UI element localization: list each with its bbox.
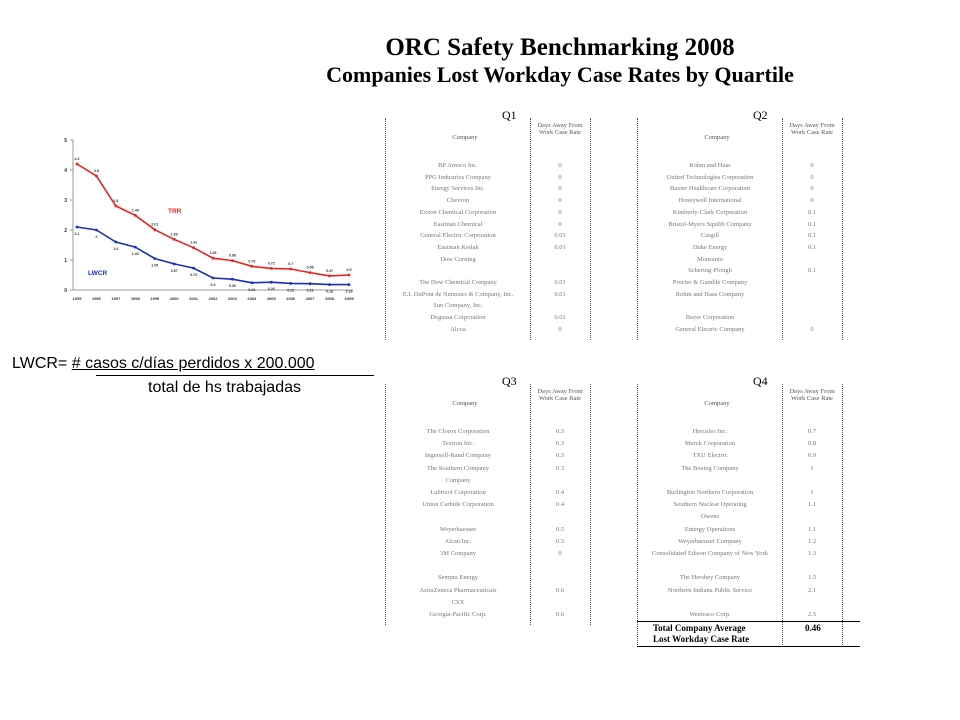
case-rate: 0.1 (807, 243, 817, 251)
page-title: ORC Safety Benchmarking 2008 (385, 34, 735, 61)
series-label-lwcr: LWCR (88, 270, 108, 277)
trend-line-chart (55, 132, 360, 312)
case-rate: 0 (558, 185, 562, 193)
case-rate: 0.3 (555, 464, 565, 472)
quartile-table-q3 (385, 374, 610, 625)
case-rate: 2.5 (807, 611, 817, 618)
y-tick-label: 2 (64, 228, 67, 234)
case-rate: 0.01 (554, 290, 566, 298)
column-header-rate: Days Away From Work Case Rate (537, 122, 583, 137)
table-row (637, 312, 860, 323)
average-divider (637, 621, 860, 622)
x-tick-label: 1996 (91, 296, 101, 301)
case-rate: 0.6 (555, 586, 565, 594)
x-tick-label: 1999 (150, 296, 160, 301)
table-row (637, 300, 860, 311)
case-rate: 0 (810, 162, 814, 169)
table-row (637, 289, 860, 300)
data-label: 0.58 (306, 265, 314, 270)
table-row (637, 487, 860, 498)
table-row (637, 475, 860, 486)
data-label: 2 (95, 235, 98, 239)
table-row (385, 426, 610, 437)
column-header-rate: Days Away From Work Case Rate (537, 388, 583, 403)
company-name: The Boeing Company (681, 464, 739, 472)
data-label: 1.06 (209, 251, 217, 256)
table-row (385, 597, 610, 608)
table-row (637, 219, 860, 230)
data-point (328, 275, 331, 278)
table-row (385, 312, 610, 323)
table-bottom-rule (637, 646, 860, 647)
table-row (385, 160, 610, 171)
table-row (637, 450, 860, 461)
series-line-lwcr (74, 227, 349, 285)
company-name: Bristol-Myers Squibb Company (668, 220, 752, 228)
company-name: Burlington Northern Corporation (666, 489, 754, 496)
table-row (385, 487, 610, 498)
company-name: Rohm and Haas (689, 162, 731, 169)
data-label: 0.18 (345, 289, 353, 294)
table-row (385, 242, 610, 253)
table-row (385, 560, 610, 571)
company-name: Procter & Gamble Company (672, 279, 748, 286)
column-header-rate: Days Away From Work Case Rate (789, 388, 835, 403)
data-label: 2.1 (74, 232, 80, 236)
table-row (637, 426, 860, 437)
company-name: TXU Electric (692, 452, 728, 460)
company-name: Westvaco Corp. (689, 611, 731, 618)
case-rate: 0.7 (807, 428, 817, 435)
company-name: Kimberly-Clark Corporation (672, 208, 748, 216)
case-rate: 0.1 (807, 220, 817, 228)
company-name: 3M Company (440, 550, 476, 557)
company-name: Hercules Inc. (692, 428, 728, 435)
company-name: Consolidated Edison Company of New York (652, 550, 768, 557)
quartile-label: Q1 (502, 108, 517, 122)
case-rate: 0 (810, 325, 814, 333)
table-row (385, 585, 610, 596)
company-name: Merck Corporation (684, 440, 735, 448)
data-label: 4.2 (74, 157, 80, 161)
case-rate: 0.9 (807, 452, 817, 460)
table-row (385, 207, 610, 218)
case-rate: 1.1 (807, 501, 817, 509)
company-name: Honeywell International (678, 197, 742, 205)
table-row (385, 254, 610, 265)
case-rate: 0.8 (807, 440, 817, 448)
table-row (637, 463, 860, 474)
case-rate: 0.3 (555, 428, 565, 435)
company-name: Eastman Chemical (433, 220, 483, 228)
x-tick-label: 2007 (305, 296, 315, 301)
company-name: The Southern Company (426, 464, 490, 472)
data-label: 0.72 (267, 261, 275, 266)
data-point (309, 271, 312, 274)
company-name: Baxter Healthcare Corporation (669, 185, 751, 193)
x-tick-label: 2006 (286, 296, 296, 301)
table-row (637, 499, 860, 510)
table-row (385, 524, 610, 535)
company-name: Weyerhaeuser (439, 525, 477, 533)
data-label: 0.47 (326, 268, 334, 273)
company-name: Southern Nuclear Operating (673, 501, 747, 509)
data-point (348, 274, 351, 277)
case-rate: 1 (810, 464, 814, 472)
case-rate: 0 (558, 197, 562, 205)
case-rate: 0 (558, 173, 562, 181)
data-label: 0.4 (210, 283, 216, 287)
case-rate: 0.3 (555, 440, 565, 448)
quartile-label: Q3 (502, 374, 517, 388)
table-row (385, 609, 610, 620)
case-rate: 1.2 (807, 537, 817, 545)
table-row (385, 450, 610, 461)
table-row (637, 277, 860, 288)
data-label: 0.87 (170, 268, 178, 273)
data-point (192, 246, 195, 249)
table-row (637, 548, 860, 559)
table-row (637, 172, 860, 183)
company-name: Cargill (701, 232, 719, 240)
table-row (637, 560, 860, 571)
table-row (385, 172, 610, 183)
formula-denominator: total de hs trabajadas (148, 379, 301, 396)
x-tick-label: 2002 (208, 296, 218, 301)
company-name: Degussa Corporation (430, 314, 486, 322)
formula-numerator: # casos c/días perdidos x 200.000 (71, 355, 315, 372)
case-rate: 1.5 (807, 574, 817, 582)
company-name: Alcan Inc. (444, 537, 472, 545)
data-point (153, 228, 156, 231)
y-tick-label: 5 (64, 138, 67, 144)
table-row (385, 499, 610, 510)
column-header-company: Company (452, 134, 478, 141)
quartile-table-q2 (637, 108, 860, 340)
data-label: 0.5 (346, 268, 352, 272)
data-point (289, 268, 292, 271)
data-label: 0.7 (288, 262, 294, 266)
data-label: 0.18 (326, 289, 334, 294)
table-row (385, 289, 610, 300)
table-row (637, 230, 860, 241)
company-name: Monsanto (697, 255, 723, 263)
table-row (637, 265, 860, 276)
table-row (385, 277, 610, 288)
column-header-rate: Days Away From Work Case Rate (789, 122, 835, 137)
table-row (637, 609, 860, 620)
data-point (76, 163, 79, 166)
company-name: Company (445, 476, 471, 484)
case-rate: 2.1 (807, 586, 817, 594)
data-point (231, 259, 234, 262)
company-name: Energy Services Inc. (431, 185, 485, 193)
data-point (153, 257, 156, 260)
column-header-company: Company (452, 400, 478, 407)
case-rate: 0.01 (554, 314, 566, 322)
case-rate: 0 (558, 208, 562, 216)
data-point (134, 246, 137, 249)
case-rate: 0.5 (555, 525, 565, 533)
x-tick-label: 2004 (247, 296, 257, 301)
case-rate: 0 (810, 173, 814, 181)
data-label: 0.79 (248, 259, 256, 264)
quartile-table-q4 (637, 374, 860, 647)
data-label: 1.05 (151, 263, 159, 268)
case-rate: 1.3 (807, 550, 817, 557)
x-tick-label: 1H09 (344, 296, 354, 301)
data-label: 1.69 (170, 232, 178, 237)
data-label: 0.98 (228, 253, 236, 258)
page-subtitle: Companies Lost Workday Case Rates by Quartile (326, 62, 794, 87)
table-row (385, 438, 610, 449)
case-rate: 0.1 (807, 208, 817, 216)
company-name: Sun Company, Inc. (433, 302, 483, 310)
case-rate: 0.1 (807, 267, 817, 275)
case-rate: 0 (558, 325, 562, 333)
case-rate: 0 (810, 197, 814, 205)
formula-prefix: LWCR= (12, 355, 68, 372)
data-label: 1.41 (190, 240, 198, 245)
table-row (385, 572, 610, 583)
data-point (270, 281, 273, 284)
table-row (637, 160, 860, 171)
data-point (348, 283, 351, 286)
data-label: 1.6 (113, 247, 119, 251)
data-point (328, 283, 331, 286)
company-name: Sempra Energy (437, 574, 479, 582)
table-row (385, 300, 610, 311)
data-point (173, 238, 176, 241)
table-row (385, 195, 610, 206)
y-tick-label: 4 (64, 168, 67, 174)
case-rate: 0.3 (555, 452, 565, 460)
case-rate: 0 (558, 550, 562, 557)
data-point (212, 277, 215, 280)
table-row (385, 463, 610, 474)
company-name: Weyerhaeuser Company (678, 537, 742, 545)
case-rate: 0 (558, 162, 562, 169)
table-row (637, 195, 860, 206)
x-tick-label: 1998 (130, 296, 140, 301)
company-name: Chevron (446, 197, 470, 205)
data-point (250, 281, 253, 284)
data-point (114, 205, 117, 208)
case-rate: 0.4 (555, 489, 565, 496)
data-label: 2.49 (131, 208, 139, 213)
company-name: The Hershey Company (679, 574, 741, 582)
table-row (637, 254, 860, 265)
data-label: 2.8 (113, 199, 119, 203)
company-name: Alcoa (450, 325, 466, 333)
case-rate: 0.4 (555, 501, 565, 509)
company-name: Ingersoll-Rand Company (425, 452, 491, 460)
company-name: United Technologies Corporation (666, 173, 754, 181)
formula-divider (96, 375, 374, 376)
data-point (192, 267, 195, 270)
table-row (385, 230, 610, 241)
company-name: Lubrizol Corporation (430, 489, 486, 496)
company-name: Exxon Chemical Corporation (419, 208, 497, 216)
table-row (385, 475, 610, 486)
company-name: Eastman Kodak (437, 243, 479, 251)
company-name: The Dow Chemical Company (419, 279, 497, 286)
data-label: 2.01 (151, 222, 159, 227)
data-point (270, 267, 273, 270)
company-name: CSX (451, 598, 465, 606)
series-label-trr: TRR (168, 208, 182, 215)
table-row (637, 536, 860, 547)
average-value: 0.46 (805, 623, 821, 634)
average-label-line-2: Lost Workday Case Rate (653, 634, 750, 645)
x-tick-label: 2000 (169, 296, 179, 301)
company-name: Entergy Operations (684, 525, 736, 533)
company-name: The Clorox Corporation (426, 428, 490, 435)
x-tick-label: 2005 (266, 296, 276, 301)
data-label: 0.21 (306, 288, 314, 293)
company-name: Schering-Plough (688, 267, 732, 275)
company-name: General Electric Company (675, 325, 745, 333)
data-point (289, 282, 292, 285)
x-tick-label: 2008 (325, 296, 335, 301)
data-label: 1.43 (131, 252, 139, 257)
case-rate: 0.5 (555, 537, 565, 545)
company-name: Rohm and Haas Company (675, 290, 745, 298)
y-tick-label: 1 (64, 258, 67, 264)
company-name: Owens (700, 513, 720, 521)
table-row (637, 524, 860, 535)
case-rate: 0 (810, 185, 814, 193)
case-rate: 0.1 (807, 232, 817, 240)
company-name: Dow Corning (440, 255, 476, 263)
company-name: Union Carbide Corporation (422, 501, 494, 509)
data-point (134, 214, 137, 217)
table-row (637, 183, 860, 194)
quartile-table-q1 (385, 108, 610, 340)
x-tick-label: 1995 (72, 296, 82, 301)
table-row (637, 572, 860, 583)
data-label: 0.22 (287, 288, 295, 293)
data-point (231, 278, 234, 281)
table-row (385, 324, 610, 335)
table-row (385, 183, 610, 194)
x-tick-label: 2003 (227, 296, 237, 301)
company-name: Duke Energy (692, 243, 728, 251)
table-row (385, 548, 610, 559)
data-point (95, 229, 98, 232)
data-point (76, 226, 79, 229)
company-name: AstraZeneca Pharmaceuticals (419, 586, 497, 594)
company-name: Textron Inc. (442, 440, 474, 448)
company-name: E.I. DuPont de Nemours & Company, Inc. (402, 290, 514, 298)
table-row (385, 511, 610, 522)
case-rate: 1 (810, 489, 814, 496)
table-row (637, 511, 860, 522)
table-row (637, 207, 860, 218)
table-row (385, 265, 610, 276)
table-row (385, 536, 610, 547)
data-point (173, 263, 176, 266)
company-name: PPG Industries Company (424, 173, 492, 181)
table-row (385, 219, 610, 230)
data-point (250, 265, 253, 268)
case-rate: 0.01 (554, 243, 566, 251)
case-rate: 0.6 (555, 611, 565, 618)
case-rate: 0.01 (554, 279, 566, 286)
data-label: 0.24 (248, 287, 256, 292)
y-tick-label: 0 (64, 288, 67, 294)
table-row (637, 597, 860, 608)
table-row (637, 324, 860, 335)
data-label: 0.36 (228, 284, 236, 289)
average-label-line-1: Total Company Average (653, 623, 746, 634)
data-label: 0.26 (267, 287, 275, 292)
data-point (309, 282, 312, 285)
column-header-company: Company (704, 134, 730, 141)
x-tick-label: 1997 (111, 296, 121, 301)
column-header-company: Company (704, 400, 730, 407)
table-row (637, 585, 860, 596)
company-name: Bayer Corporation (685, 314, 735, 322)
company-name: Georgia-Pacific Corp. (429, 611, 487, 618)
company-name: BP Amoco Inc. (438, 162, 478, 169)
data-point (212, 257, 215, 260)
data-label: 3.8 (93, 169, 99, 173)
data-label: 0.73 (190, 273, 198, 278)
quartile-label: Q2 (752, 108, 768, 122)
company-name: Northern Indiana Public Service (668, 586, 752, 594)
y-tick-label: 3 (64, 198, 67, 204)
x-tick-label: 2001 (189, 296, 199, 301)
data-point (114, 241, 117, 244)
company-name: General Electric Corporation (420, 232, 496, 240)
case-rate: 0.01 (554, 232, 566, 240)
data-point (95, 175, 98, 178)
quartile-label: Q4 (752, 374, 768, 388)
case-rate: 0 (558, 220, 562, 228)
table-row (637, 438, 860, 449)
case-rate: 1.1 (807, 525, 817, 533)
formula-numerator-line (12, 355, 315, 373)
table-row (637, 242, 860, 253)
